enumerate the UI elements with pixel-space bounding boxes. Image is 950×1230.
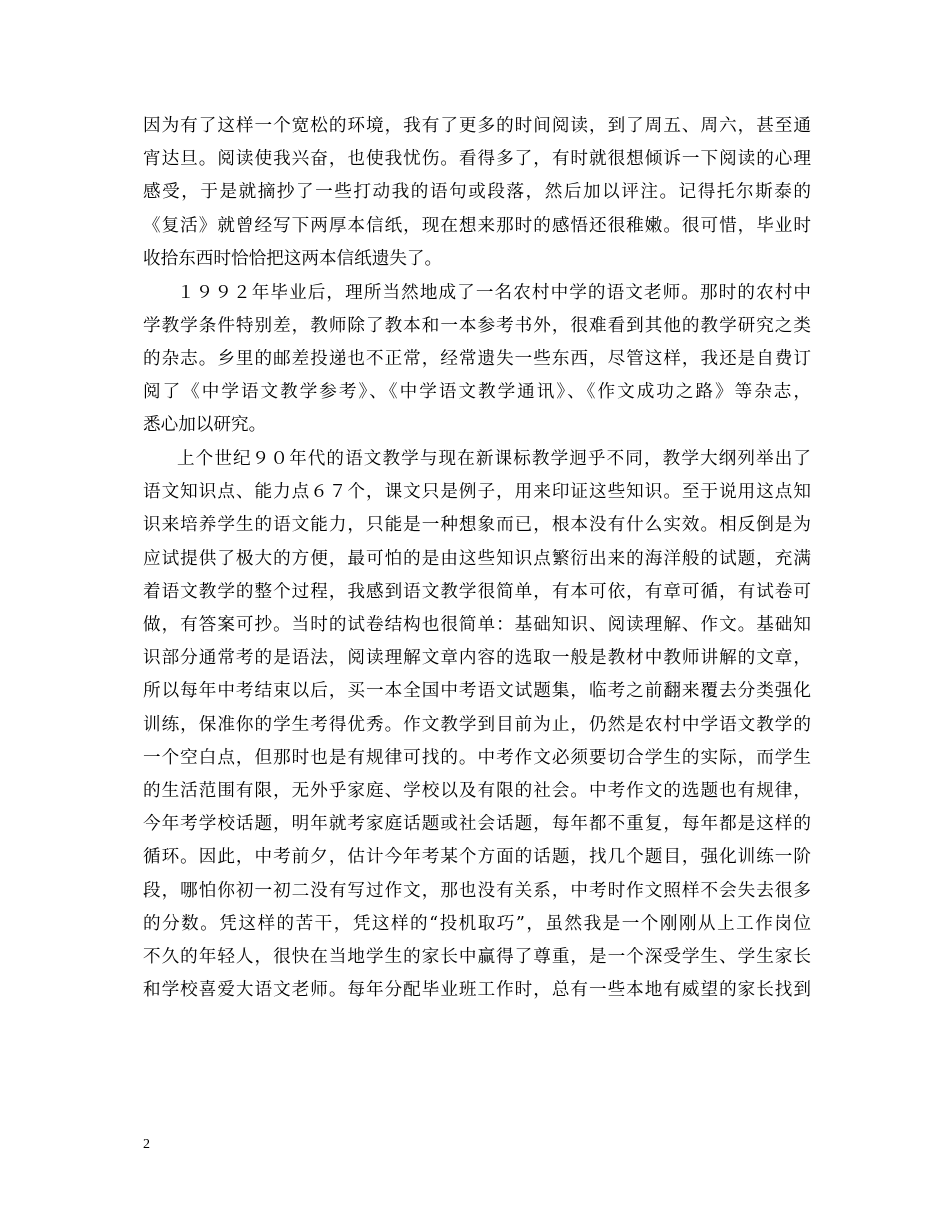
text-line: 语文知识点、能力点６７个，课文只是例子，用来印证这些知识。至于说用这点知 xyxy=(143,482,811,503)
document-body xyxy=(143,110,811,1007)
text-line: 识来培养学生的语文能力，只能是一种想象而已，根本没有什么实效。相反倒是为 xyxy=(143,515,811,536)
text-line: 的生活范围有限，无外乎家庭、学校以及有限的社会。中考作文的选题也有规律， xyxy=(143,780,811,801)
text-line: 应试提供了极大的方便，最可怕的是由这些知识点繁衍出来的海洋般的试题，充满 xyxy=(143,548,811,569)
text-line: 着语文教学的整个过程，我感到语文教学很简单，有本可依，有章可循，有试卷可 xyxy=(143,581,811,602)
text-line: 今年考学校话题，明年就考家庭话题或社会话题，每年都不重复，每年都是这样的 xyxy=(143,814,811,835)
text-line: 上个世纪９０年代的语文教学与现在新课标教学迥乎不同，教学大纲列举出了 xyxy=(177,449,811,470)
text-line: 宵达旦。阅读使我兴奋，也使我忧伤。看得多了，有时就很想倾诉一下阅读的心理 xyxy=(143,149,811,170)
text-line: 不久的年轻人，很快在当地学生的家长中赢得了尊重，是一个深受学生、学生家长 xyxy=(143,946,811,967)
text-line: 收拾东西时恰恰把这两本信纸遗失了。 xyxy=(143,248,443,269)
text-line: 识部分通常考的是语法，阅读理解文章内容的选取一般是教材中教师讲解的文章， xyxy=(143,648,811,669)
text-line: 循环。因此，中考前夕，估计今年考某个方面的话题，找几个题目，强化训练一阶 xyxy=(143,847,811,868)
text-line: １９９２年毕业后，理所当然地成了一名农村中学的语文老师。那时的农村中 xyxy=(177,282,811,303)
text-line: 感受，于是就摘抄了一些打动我的语句或段落，然后加以评注。记得托尔斯泰的 xyxy=(143,182,811,203)
text-line: 一个空白点，但那时也是有规律可找的。中考作文必须要切合学生的实际，而学生 xyxy=(143,747,811,768)
text-line: 所以每年中考结束以后，买一本全国中考语文试题集，临考之前翻来覆去分类强化 xyxy=(143,681,811,702)
text-line: 的杂志。乡里的邮差投递也不正常，经常遗失一些东西，尽管这样，我还是自费订 xyxy=(143,348,811,369)
page-number: 2 xyxy=(143,1137,150,1152)
text-line: 悉心加以研究。 xyxy=(143,415,267,436)
text-line: 段，哪怕你初一初二没有写过作文，那也没有关系，中考时作文照样不会失去很多 xyxy=(143,880,811,901)
text-line: 和学校喜爱大语文老师。每年分配毕业班工作时，总有一些本地有威望的家长找到 xyxy=(143,980,811,1001)
paragraph xyxy=(143,443,811,1007)
paragraph xyxy=(143,277,811,443)
text-line: 《复活》就曾经写下两厚本信纸，现在想来那时的感悟还很稚嫩。很可惜，毕业时 xyxy=(143,215,811,236)
text-line: 做，有答案可抄。当时的试卷结构也很简单：基础知识、阅读理解、作文。基础知 xyxy=(143,615,811,635)
text-line: 训练，保准你的学生考得优秀。作文教学到目前为止，仍然是农村中学语文教学的 xyxy=(143,714,811,735)
paragraph xyxy=(143,110,811,276)
text-line: 阅了《中学语文教学参考》、《中学语文教学通讯》、《作文成功之路》等杂志， xyxy=(143,382,811,403)
text-line: 因为有了这样一个宽松的环境，我有了更多的时间阅读，到了周五、周六，甚至通 xyxy=(143,116,811,136)
text-line: 的分数。凭这样的苦干，凭这样的“投机取巧”，虽然我是一个刚刚从上工作岗位 xyxy=(143,913,811,934)
text-line: 学教学条件特别差，教师除了教本和一本参考书外，很难看到其他的教学研究之类 xyxy=(143,315,811,336)
